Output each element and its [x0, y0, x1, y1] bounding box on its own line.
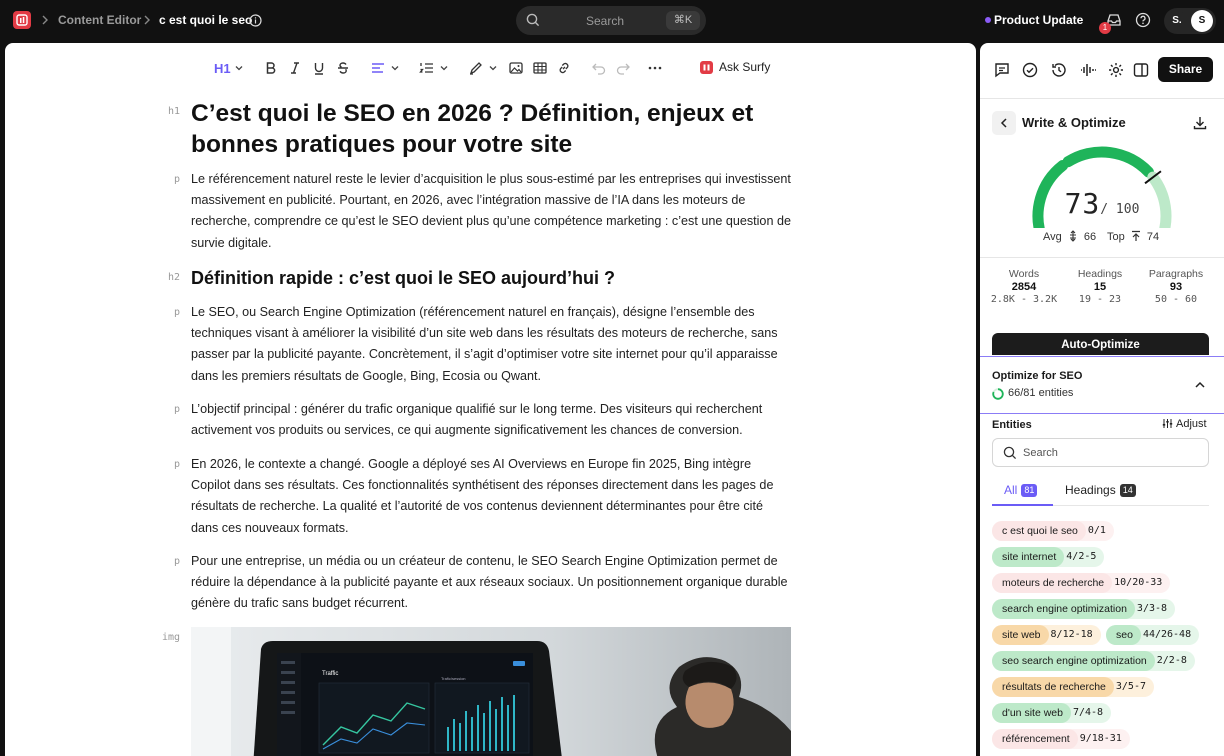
entity-chip[interactable]	[992, 651, 1195, 671]
active-tab-indicator	[992, 504, 1053, 506]
paragraph[interactable]: Le SEO, ou Search Engine Optimization (référencement naturel en français), désigne l’ensemble des techniques visant à améliorer la visibilité d’un site web dans les résultats des moteurs de recherche, sans passer par la publicité payante. Concrètement, il s’agit d’optimiser votre site internet pour qu’il apparaisse dans les premiers résultats de Google, Bing, Ecosia ou Qwant.	[191, 305, 778, 383]
score-readout	[980, 187, 1224, 220]
tab-headings[interactable]	[1065, 483, 1136, 497]
stat-range: 50 - 60	[1154, 294, 1198, 305]
entity-chip[interactable]	[992, 729, 1130, 749]
block-tag: p	[174, 404, 181, 415]
screen-right-title: Trafic/session	[441, 676, 466, 681]
gauge-segment	[1068, 152, 1148, 172]
stat-value: 2854	[1011, 281, 1037, 293]
sidebar-toggle-icon[interactable]	[1132, 61, 1150, 79]
paragraph[interactable]: En 2026, le contexte a changé. Google a déployé ses AI Overviews en Europe fin 2025, Bing intègre Copilot dans ses résultats. Ces fonctionnalités synthétisent des réponses directement dans les pages de résultats de recherche. La qualité et l’autorité de vos contenus deviennent déterminantes pour être cité dans ces nouveaux formats.	[191, 457, 774, 535]
block-tag: p	[174, 556, 181, 567]
tab-label: All	[1004, 483, 1018, 497]
history-icon[interactable]	[1050, 61, 1068, 79]
entity-search-input[interactable]	[992, 438, 1209, 467]
chevron-down-icon	[439, 63, 449, 73]
top-score	[1107, 230, 1159, 243]
entity-name: seo	[1106, 625, 1141, 645]
seo-score-suffix: / 100	[1100, 202, 1140, 217]
entity-chip[interactable]	[992, 599, 1175, 619]
tab-all[interactable]	[1004, 483, 1037, 497]
image-icon	[508, 60, 524, 76]
entity-name: d'un site web	[992, 703, 1071, 723]
entity-count: 0/1	[1087, 525, 1106, 536]
bold-button[interactable]	[263, 60, 279, 78]
insert-link-button[interactable]	[556, 60, 572, 78]
chevron-left-icon	[999, 117, 1009, 129]
stat-label: Headings	[1077, 268, 1123, 280]
adjust-button[interactable]	[1162, 418, 1207, 430]
surfy-icon	[700, 61, 713, 74]
notification-badge: 1	[1099, 22, 1111, 34]
stat-range: 19 - 23	[1078, 294, 1122, 305]
entities-progress-ring	[992, 388, 1004, 400]
entity-count: 4/2-5	[1066, 551, 1097, 562]
stat-label: Words	[1008, 268, 1040, 280]
chevron-down-icon	[234, 63, 244, 73]
entity-count: 3/5-7	[1115, 681, 1146, 692]
entity-name: référencement	[992, 729, 1078, 749]
settings-gear-icon[interactable]	[1107, 61, 1125, 79]
undo-icon	[591, 60, 607, 76]
sliders-icon	[1162, 418, 1173, 429]
undo-button[interactable]	[591, 60, 607, 78]
stat-headings	[1060, 268, 1140, 305]
global-search[interactable]	[516, 6, 706, 35]
entity-count: 3/3-8	[1136, 603, 1168, 614]
divider	[980, 98, 1224, 99]
entity-name: search engine optimization	[992, 599, 1135, 619]
italic-button[interactable]	[287, 60, 303, 78]
average-icon	[1068, 230, 1078, 242]
insert-image-button[interactable]	[508, 60, 524, 78]
help-icon[interactable]	[1135, 12, 1151, 28]
block-tag: h1	[168, 106, 181, 117]
entity-search-placeholder: Search	[1023, 447, 1058, 459]
chevron-up-icon[interactable]	[1194, 379, 1206, 391]
redo-button[interactable]	[615, 60, 631, 78]
entities-progress-text: 66/81 entities	[1008, 387, 1074, 399]
align-dropdown[interactable]	[370, 60, 402, 78]
section-heading[interactable]: Définition rapide : c’est quoi le SEO aujourd’hui ?	[191, 268, 616, 288]
tab-label: Headings	[1065, 483, 1116, 497]
laptop-photo-illustration	[191, 627, 791, 756]
product-update-link[interactable]: Product Update	[994, 13, 1084, 27]
check-circle-icon[interactable]	[1021, 61, 1039, 79]
paragraph[interactable]: Pour une entreprise, un média ou un créateur de contenu, le SEO Search Engine Optimization permet de réduire la dépendance à la publicité payante et aux réseaux sociaux. Un positionnement organique durable génère du trafic sans budget récurrent.	[191, 554, 788, 611]
ask-surfy-button[interactable]	[700, 60, 770, 78]
entity-count: 9/18-31	[1079, 733, 1122, 744]
entity-name: site web	[992, 625, 1049, 645]
ask-surfy-label: Ask Surfy	[719, 60, 771, 74]
entity-name: moteurs de recherche	[992, 573, 1112, 593]
underline-button[interactable]	[311, 60, 327, 78]
highlight-dropdown[interactable]	[468, 60, 500, 78]
average-score	[1043, 230, 1096, 243]
tab-count: 81	[1021, 484, 1037, 497]
back-button[interactable]	[992, 111, 1016, 135]
divider	[980, 257, 1224, 258]
entity-name: c est quoi le seo	[992, 521, 1086, 541]
entity-count: 2/2-8	[1156, 655, 1187, 666]
paragraph[interactable]: L’objectif principal : générer du trafic organique qualifié sur le long terme. Des visiteurs qui recherchent activement vos produits ou services, ce qui augmente significativement les chances de conversion.	[191, 402, 763, 438]
link-icon	[556, 60, 572, 76]
entity-name: résultats de recherche	[992, 677, 1114, 697]
user-avatar[interactable]: S	[1191, 10, 1213, 32]
entity-name: seo search engine optimization	[992, 651, 1155, 671]
search-icon	[1003, 446, 1017, 460]
strikethrough-button[interactable]	[335, 60, 351, 78]
stat-label: Paragraphs	[1148, 268, 1204, 280]
chevron-right-icon	[143, 14, 151, 26]
optimize-title: Optimize for SEO	[992, 370, 1083, 382]
stat-words	[984, 268, 1064, 305]
bold-icon	[263, 60, 279, 76]
insert-table-button[interactable]	[532, 60, 548, 78]
more-options-button[interactable]	[647, 60, 663, 78]
panel-section-title: Write & Optimize	[1022, 115, 1126, 130]
comment-icon[interactable]	[993, 61, 1011, 79]
auto-optimize-button[interactable]: Auto-Optimize	[992, 333, 1209, 355]
breadcrumb-document[interactable]: c est quoi le seo	[159, 13, 253, 27]
heading-level-label: H1	[214, 61, 231, 76]
article-image[interactable]	[191, 627, 791, 756]
entity-count: 10/20-33	[1114, 577, 1163, 588]
block-tag: p	[174, 459, 181, 470]
editor-canvas	[5, 43, 976, 756]
chevron-down-icon	[488, 63, 498, 73]
pen-icon	[468, 60, 484, 76]
audio-wave-icon[interactable]	[1079, 61, 1097, 79]
entity-count: 7/4-8	[1072, 707, 1104, 718]
app-logo-icon[interactable]	[13, 11, 31, 29]
team-avatar[interactable]: S.	[1167, 11, 1187, 31]
list-dropdown[interactable]	[419, 60, 451, 78]
seo-score-value: 73	[1064, 187, 1101, 220]
avatar-group[interactable]	[1164, 8, 1216, 34]
italic-icon	[287, 60, 303, 76]
top-bar	[0, 0, 1224, 42]
block-tag: p	[174, 174, 181, 185]
entity-chip[interactable]	[992, 625, 1101, 645]
align-left-icon	[370, 60, 386, 76]
document-title[interactable]: C’est quoi le SEO en 2026 ? Définition, enjeux et bonnes pratiques pour votre site	[191, 100, 754, 158]
breadcrumb-app[interactable]: Content Editor	[58, 13, 142, 27]
download-icon[interactable]	[1192, 115, 1208, 131]
strikethrough-icon	[335, 60, 351, 76]
redo-icon	[615, 60, 631, 76]
arrow-up-to-top-icon	[1131, 230, 1141, 242]
more-horizontal-icon	[647, 60, 663, 76]
search-icon	[526, 13, 540, 27]
block-tag: img	[162, 632, 181, 643]
optimize-panel	[980, 43, 1224, 756]
stat-value: 15	[1093, 281, 1107, 293]
entity-chip[interactable]	[992, 703, 1111, 723]
entity-name: site internet	[992, 547, 1064, 567]
search-shortcut: ⌘K	[666, 11, 700, 30]
chevron-right-icon	[41, 14, 49, 26]
entity-chip[interactable]	[992, 547, 1104, 567]
underline-icon	[311, 60, 327, 76]
tab-count: 14	[1120, 484, 1136, 497]
top-label: Top	[1107, 231, 1125, 243]
stat-value: 93	[1169, 281, 1183, 293]
top-value: 74	[1146, 231, 1160, 243]
block-tag: h2	[168, 272, 181, 283]
heading-level-dropdown[interactable]	[214, 60, 246, 78]
numbered-list-icon	[419, 60, 435, 76]
entity-chip[interactable]	[992, 521, 1114, 541]
screen-title: Traffic	[322, 671, 339, 677]
search-label: Search	[586, 14, 625, 28]
stat-paragraphs	[1136, 268, 1216, 305]
share-button[interactable]: Share	[1158, 57, 1213, 82]
adjust-label: Adjust	[1176, 418, 1207, 430]
avg-value: 66	[1083, 231, 1097, 243]
table-icon	[532, 60, 548, 76]
stat-range: 2.8K - 3.2K	[990, 294, 1058, 305]
entity-chip[interactable]	[1106, 625, 1199, 645]
optimize-for-seo-section[interactable]	[980, 356, 1224, 414]
avg-label: Avg	[1043, 231, 1062, 243]
entity-count: 8/12-18	[1050, 629, 1093, 640]
chevron-down-icon	[390, 63, 400, 73]
entity-chip[interactable]	[992, 573, 1170, 593]
entity-count: 44/26-48	[1142, 629, 1192, 640]
entity-chip[interactable]	[992, 677, 1154, 697]
entities-title: Entities	[992, 419, 1032, 431]
info-icon[interactable]	[249, 14, 262, 27]
block-tag: p	[174, 307, 181, 318]
paragraph[interactable]: Le référencement naturel reste le levier d’acquisition le plus sous-estimé par les entreprises qui investissent massivement en publicité. Pourtant, en 2026, avec l’intégration massive de l’IA dans les moteurs de recherche, comprendre ce qu’est le SEO devient plus qu’une compétence marketing : c’est une question de survie digitale.	[191, 172, 791, 250]
